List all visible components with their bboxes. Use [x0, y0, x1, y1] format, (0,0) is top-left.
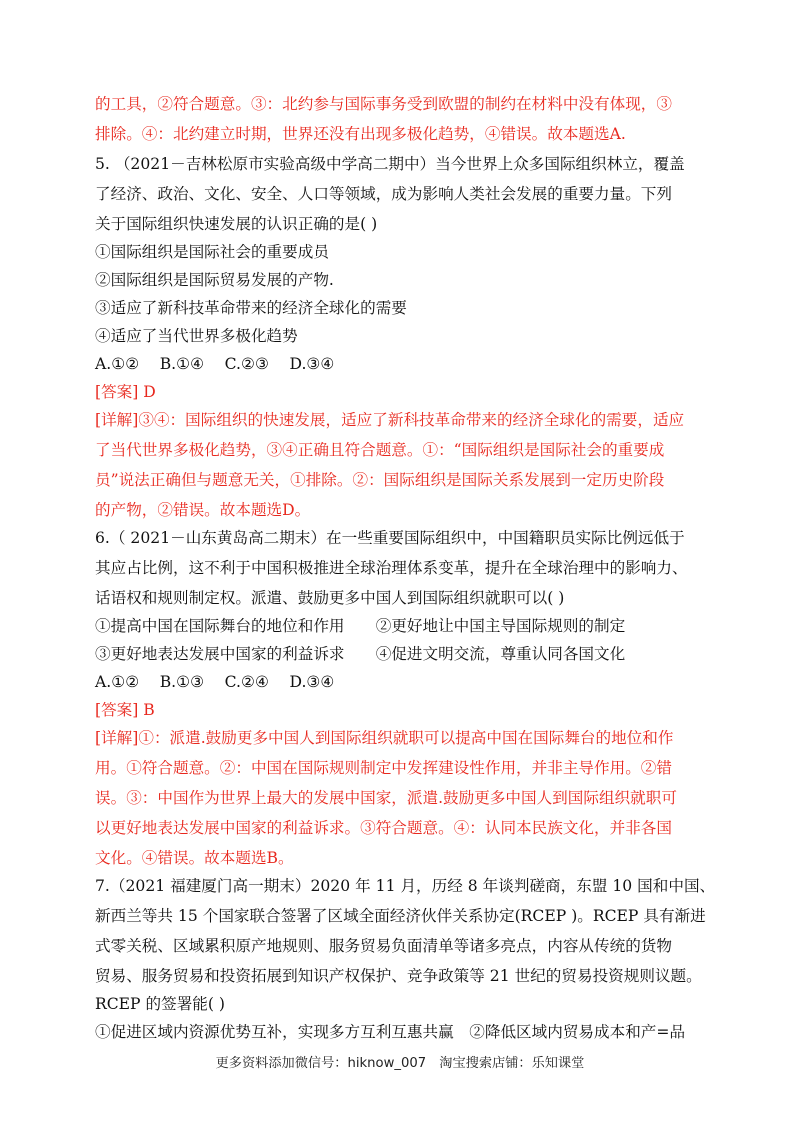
question-6-option: ①提高中国在国际舞台的地位和作用 ②更好地让中国主导国际规则的制定 [95, 617, 626, 635]
question-5-explanation: 员”说法正确但与题意无关，①排除。②：国际组织是国际关系发展到一定历史阶段 [95, 471, 665, 489]
question-7-stem: 贸易、服务贸易和投资拓展到知识产权保护、竞争政策等 21 世纪的贸易投资规则议题。 [95, 967, 702, 985]
question-6-explanation: [详解]①：派遣.鼓励更多中国人到国际组织就职可以提高中国在国际舞台的地位和作 [95, 729, 674, 747]
question-6-stem: 6.（ 2021－山东黄岛高二期末）在一些重要国际组织中，中国籍职员实际比例远低于 [95, 529, 685, 547]
question-6-stem: 其应占比例，这不利于中国积极推进全球治理体系变革，提升在全球治理中的影响力、 [95, 559, 688, 577]
question-6-explanation: 文化。④错误。故本题选B。 [95, 849, 294, 867]
question-6-explanation: 以更好地表达发展中国家的利益诉求。③符合题意。④：认同本民族文化，并非各国 [95, 819, 672, 837]
question-5-explanation: [详解]③④：国际组织的快速发展，适应了新科技革命带来的经济全球化的需要，适应 [95, 411, 685, 429]
question-5-option: ④适应了当代世界多极化趋势 [95, 327, 298, 345]
explanation-line: 排除。④：北约建立时期，世界还没有出现多极化趋势，④错误。故本题选A. [95, 125, 626, 143]
question-7-stem: 7.（2021 福建厦门高一期末）2020 年 11 月，历经 8 年谈判磋商，东盟 10 国和中国、 [95, 877, 716, 895]
question-6-explanation: 用。①符合题意。②：中国在国际规则制定中发挥建设性作用，并非主导作用。②错 [95, 759, 672, 777]
question-5-choices: A.①② B.①④ C.②③ D.③④ [95, 355, 335, 373]
question-5-answer: [答案] D [95, 383, 156, 401]
question-6-option: ③更好地表达发展中国家的利益诉求 ④促进文明交流，尊重认同各国文化 [95, 645, 626, 663]
question-7-stem: 新西兰等共 15 个国家联合签署了区域全面经济伙伴关系协定(RCEP )。RCEP 具有渐进 [95, 907, 706, 925]
question-5-stem: 关于国际组织快速发展的认识正确的是( ) [95, 215, 378, 233]
question-7-stem: 式零关税、区域累积原产地规则、服务贸易负面清单等诸多亮点，内容从传统的货物 [95, 937, 672, 955]
page-footer: 更多资料添加微信号：hiknow_007 淘宝搜索店铺：乐知课堂 [215, 1056, 585, 1071]
question-6-explanation: 误。③：中国作为世界上最大的发展中国家，派遣.鼓励更多中国人到国际组织就职可 [95, 789, 677, 807]
question-5-explanation: 了当代世界多极化趋势，③④正确且符合题意。①：“国际组织是国际社会的重要成 [95, 441, 665, 459]
question-6-choices: A.①② B.①③ C.②④ D.③④ [95, 673, 335, 691]
question-6-answer: [答案] B [95, 701, 155, 719]
question-7-stem: RCEP 的签署能( ) [95, 995, 226, 1013]
explanation-line: 的工具，②符合题意。③：北约参与国际事务受到欧盟的制约在材料中没有体现，③ [95, 95, 672, 113]
question-5-stem: 了经济、政治、文化、安全、人口等领域，成为影响人类社会发展的重要力量。下列 [95, 185, 672, 203]
question-5-option: ①国际组织是国际社会的重要成员 [95, 243, 329, 261]
question-6-stem: 话语权和规则制定权。派遣、鼓励更多中国人到国际组织就职可以( ) [95, 589, 565, 607]
question-7-option: ①促进区域内资源优势互补，实现多方互利互惠共赢 ②降低区域内贸易成本和产=品 [95, 1023, 686, 1041]
question-5-explanation: 的产物，②错误。故本题选D。 [95, 501, 311, 519]
question-5-option: ③适应了新科技革命带来的经济全球化的需要 [95, 299, 407, 317]
question-5-stem: 5. （2021－吉林松原市实验高级中学高二期中）当今世界上众多国际组织林立，覆盖 [95, 155, 685, 173]
question-5-option: ②国际组织是国际贸易发展的产物. [95, 271, 334, 289]
